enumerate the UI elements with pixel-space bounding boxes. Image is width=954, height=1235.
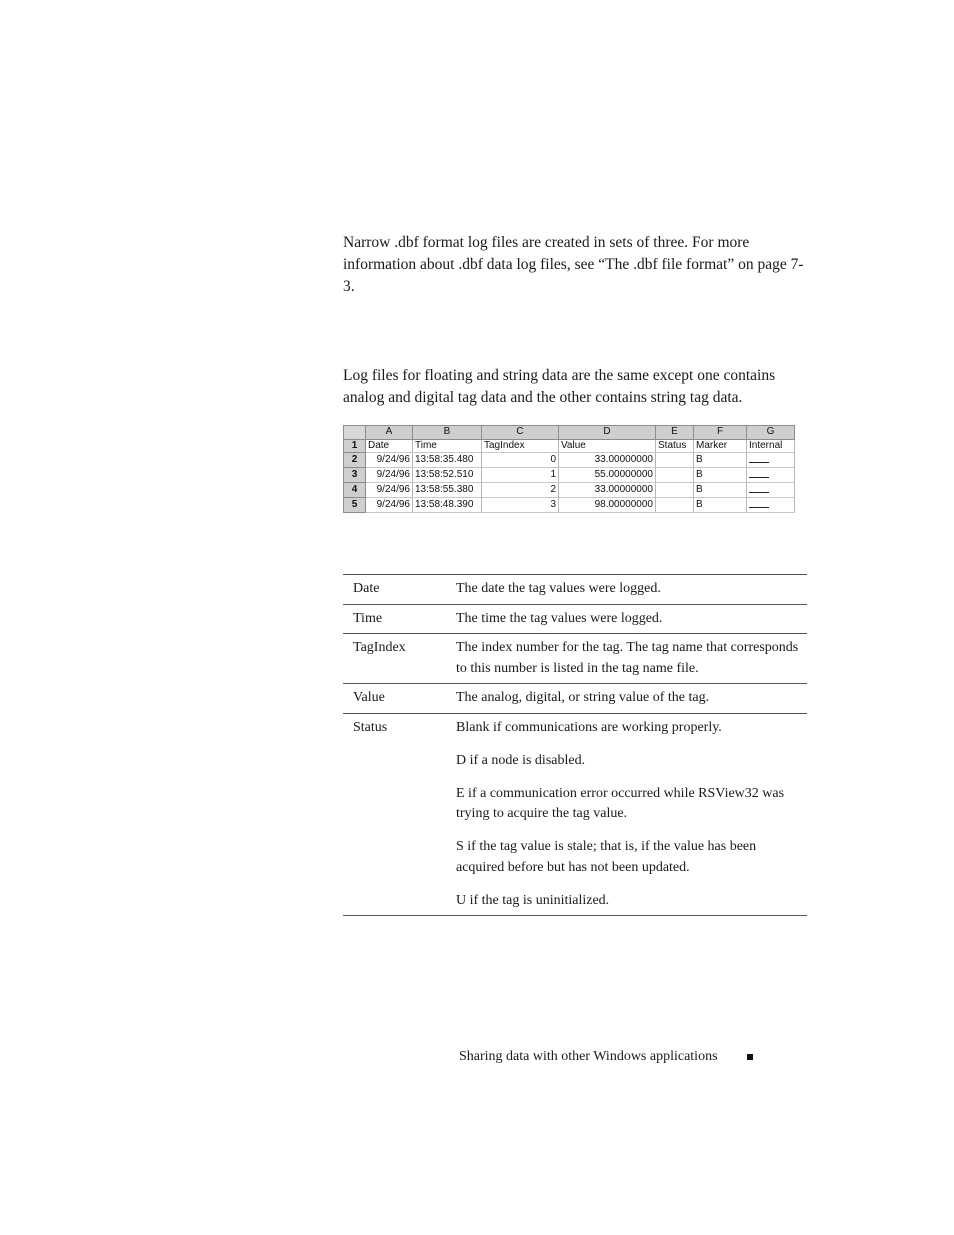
column-header: C [482,426,559,440]
marker-cell: B [694,483,747,498]
field-term: Status [343,713,446,916]
internal-value-line [749,453,769,463]
date-cell: 9/24/96 [366,453,413,468]
date-cell: 9/24/96 [366,468,413,483]
time-cell: 13:58:52.510 [413,468,482,483]
internal-cell [747,468,795,483]
row-header: 1 [344,439,366,453]
status-cell [656,468,694,483]
column-header-row [344,426,795,440]
spreadsheet-figure [343,425,795,513]
time-cell: 13:58:55.380 [413,483,482,498]
definition-row [343,575,807,605]
tagindex-cell: 1 [482,468,559,483]
data-row [344,468,795,483]
field-term: Date [343,575,446,605]
definition-row [343,604,807,634]
description-text: S if the tag value is stale; that is, if the value has been acquired before but has not been updated. [456,839,757,875]
tagindex-cell: 3 [482,498,559,513]
field-name-cell: TagIndex [482,439,559,453]
field-name-cell: Value [559,439,656,453]
marker-cell: B [694,498,747,513]
internal-value-line [749,483,769,493]
status-cell [656,453,694,468]
field-term: Time [343,604,446,634]
row-header: 2 [344,453,366,468]
status-cell [656,498,694,513]
corner-cell [344,426,366,440]
field-name-cell: Status [656,439,694,453]
internal-value-line [749,498,769,508]
column-header: F [694,426,747,440]
value-cell: 98.00000000 [559,498,656,513]
column-header: E [656,426,694,440]
data-row [344,453,795,468]
field-name-cell: Time [413,439,482,453]
row-header: 3 [344,468,366,483]
field-name-cell: Marker [694,439,747,453]
date-cell: 9/24/96 [366,483,413,498]
field-term: Value [343,684,446,714]
marker-cell: B [694,468,747,483]
field-definition-table [343,574,807,916]
field-description [446,713,807,916]
page-footer: Sharing data with other Windows applications [459,1049,718,1064]
description-text: The analog, digital, or string value of the tag. [456,690,710,705]
value-cell: 33.00000000 [559,483,656,498]
internal-value-line [749,468,769,478]
value-cell: 33.00000000 [559,453,656,468]
tagindex-cell: 0 [482,453,559,468]
description-text: E if a communication error occurred while RSView32 was trying to acquire the tag value. [456,785,785,821]
intro-paragraph: Narrow .dbf format log files are created in sets of three. For more information about .dbf data log files, see “The .dbf file format” on page 7-3. [343,234,804,295]
definition-row [343,713,807,916]
column-header: D [559,426,656,440]
column-header: A [366,426,413,440]
field-description [446,634,807,684]
description-text: U if the tag is uninitialized. [456,892,610,908]
column-header: G [747,426,795,440]
field-description [446,575,807,605]
field-name-cell: Date [366,439,413,453]
description-text: D if a node is disabled. [456,752,586,768]
definition-row [343,634,807,684]
internal-cell [747,483,795,498]
row-header: 4 [344,483,366,498]
tagindex-cell: 2 [482,483,559,498]
time-cell: 13:58:35.480 [413,453,482,468]
time-cell: 13:58:48.390 [413,498,482,513]
field-description [446,604,807,634]
date-cell: 9/24/96 [366,498,413,513]
field-description [446,684,807,714]
internal-cell [747,453,795,468]
column-header: B [413,426,482,440]
description-text: The time the tag values were logged. [456,610,663,626]
status-cell [656,483,694,498]
row-header: 5 [344,498,366,513]
definition-row [343,684,807,714]
marker-cell: B [694,453,747,468]
field-name-cell: Internal [747,439,795,453]
field-term: TagIndex [343,634,446,684]
value-cell: 55.00000000 [559,468,656,483]
data-row [344,498,795,513]
internal-cell [747,498,795,513]
description-text: The date the tag values were logged. [456,581,661,596]
log-files-paragraph: Log files for floating and string data are the same except one contains analog and digital tag data and the other contains string tag data. [343,367,776,406]
description-text: Blank if communications are working properly. [456,719,722,735]
footer-bullet-icon [747,1054,753,1060]
description-text: The index number for the tag. The tag name that corresponds to this number is listed in the tag name file. [456,640,799,676]
data-row [344,483,795,498]
field-name-row [344,439,795,453]
